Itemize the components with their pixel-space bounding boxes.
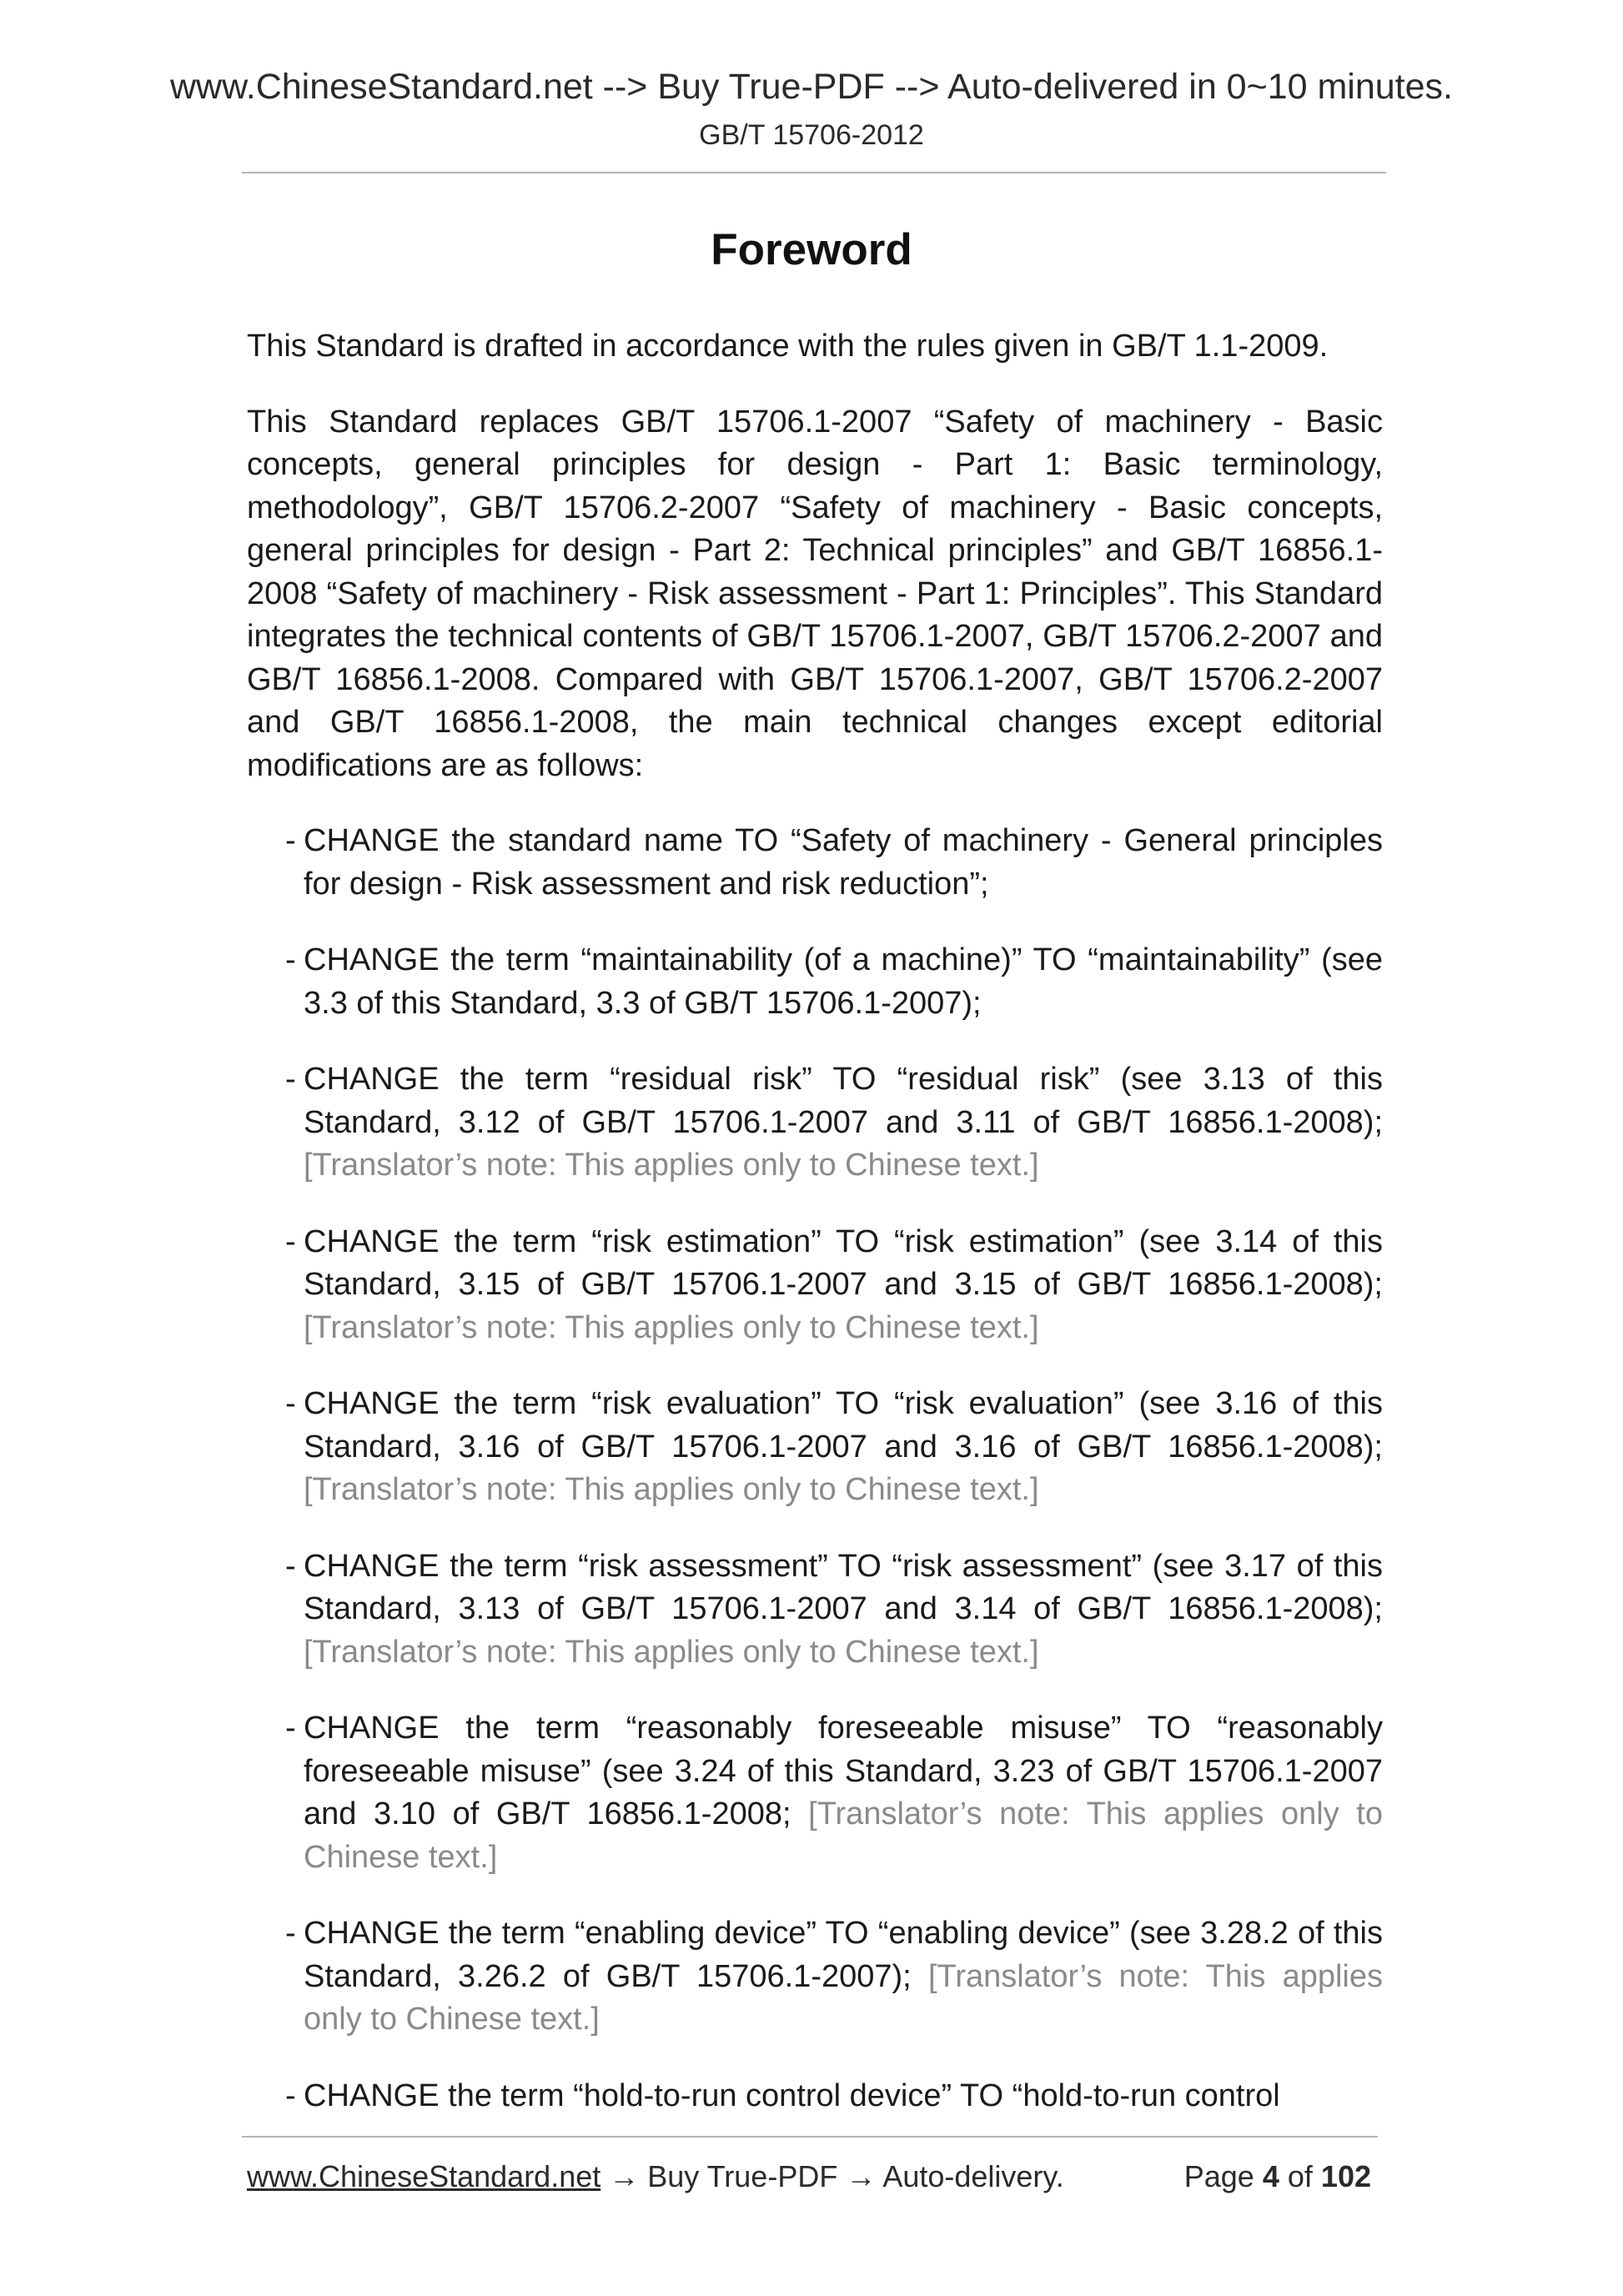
translator-note: [Translator’s note: This applies only to Chinese text.] [304,1958,1383,2037]
list-dash: - [285,823,296,858]
change-item [247,1912,1383,2042]
header-banner: www.ChineseStandard.net --> Buy True-PDF --> Auto-delivered in 0~10 minutes. [169,67,1453,107]
paragraph-replaces: This Standard replaces GB/T 15706.1-2007 “Safety of machinery - Basic concepts, general principles for design - Part 1: Basic terminology, methodology”, GB/T 15706.2-2007 “Safety of machinery - Basic concepts, general principles for design - Part 2: Technical principles” and GB/T 16856.1-2008 “Safety of machinery - Risk assessment - Part 1: Principles”. This Standard integrates the technical contents of GB/T 15706.1-2007, GB/T 15706.2-2007 and GB/T 16856.1-2008. Compared with GB/T 15706.1-2007, GB/T 15706.2-2007 and GB/T 16856.1-2008, the main technical changes except editorial modifications are as follows: [247,404,1383,783]
list-dash: - [285,1386,296,1421]
change-item [247,1707,1383,1879]
footer-website-link[interactable]: www.ChineseStandard.net [247,2159,601,2193]
translator-note: [Translator’s note: This applies only to Chinese text.] [304,1796,1383,1875]
translator-note: [Translator’s note: This applies only to Chinese text.] [304,1148,1039,1183]
list-dash: - [285,1223,296,1259]
list-dash: - [285,1062,296,1097]
change-text: CHANGE the term “risk estimation” TO “risk estimation” (see 3.14 of this Standard, 3.15 of GB/T 15706.1-2007 and 3.15 of GB/T 16856.1-2008); [304,1223,1383,1302]
translator-note: [Translator’s note: This applies only to Chinese text.] [304,1472,1039,1507]
change-item [247,939,1383,1025]
page-label: Page [1183,2159,1254,2193]
list-dash: - [285,1711,296,1746]
change-text: CHANGE the term “risk assessment” TO “risk assessment” (see 3.17 of this Standard, 3.13 of GB/T 15706.1-2007 and 3.14 of GB/T 16856.1-2008); [304,1548,1383,1626]
page-footer [247,2158,1383,2195]
change-text: CHANGE the term “maintainability (of a machine)” TO “maintainability” (see 3.3 of this Standard, 3.3 of GB/T 15706.1-2007); [304,942,1383,1021]
change-text: CHANGE the term “risk evaluation” TO “risk evaluation” (see 3.16 of this Standard, 3.16 of GB/T 15706.1-2007 and 3.16 of GB/T 16856.1-2008); [304,1386,1383,1465]
change-item [247,2075,1383,2118]
change-item [247,1221,1383,1350]
total-pages: 102 [1320,2159,1371,2193]
list-dash: - [285,942,296,977]
change-text: CHANGE the term “enabling device” TO “enabling device” (see 3.28.2 of this Standard, 3.26.2 of GB/T 15706.1-2007); [304,1916,1383,1994]
change-text: CHANGE the term “residual risk” TO “residual risk” (see 3.13 of this Standard, 3.12 of GB/T 15706.1-2007 and 3.11 of GB/T 16856.1-2008); [304,1062,1383,1140]
paragraph-drafting-rules: This Standard is drafted in accordance with the rules given in GB/T 1.1-2009. [247,329,1329,364]
list-dash: - [285,2077,296,2113]
standard-code: GB/T 15706-2012 [699,119,924,151]
page-title: Foreword [711,225,912,274]
change-item [247,1545,1383,1675]
document-body [247,325,1383,2151]
change-item [247,1383,1383,1512]
translator-note: [Translator’s note: This applies only to Chinese text.] [304,1634,1039,1670]
change-text: CHANGE the standard name TO “Safety of machinery - General principles for design - Risk assessment and risk reduction”; [304,823,1383,902]
page-indicator [1184,2158,1371,2195]
list-dash: - [285,1916,296,1951]
change-text: CHANGE the term “hold-to-run control device” TO “hold-to-run control [304,2077,1280,2113]
translator-note: [Translator’s note: This applies only to Chinese text.] [304,1309,1039,1345]
footer-text: → Buy True-PDF → Auto-delivery. [600,2159,1064,2193]
change-item [247,820,1383,906]
page-number: 4 [1262,2159,1279,2193]
list-dash: - [285,1548,296,1584]
change-text: CHANGE the term “reasonably foreseeable misuse” TO “reasonably foreseeable misuse” (see 3.24 of this Standard, 3.23 of GB/T 15706.1-2007 and 3.10 of GB/T 16856.1-2008; [304,1711,1383,1831]
change-item [247,1058,1383,1188]
of-label: of [1287,2159,1313,2193]
header-divider [242,172,1386,173]
footer-divider [242,2136,1378,2138]
